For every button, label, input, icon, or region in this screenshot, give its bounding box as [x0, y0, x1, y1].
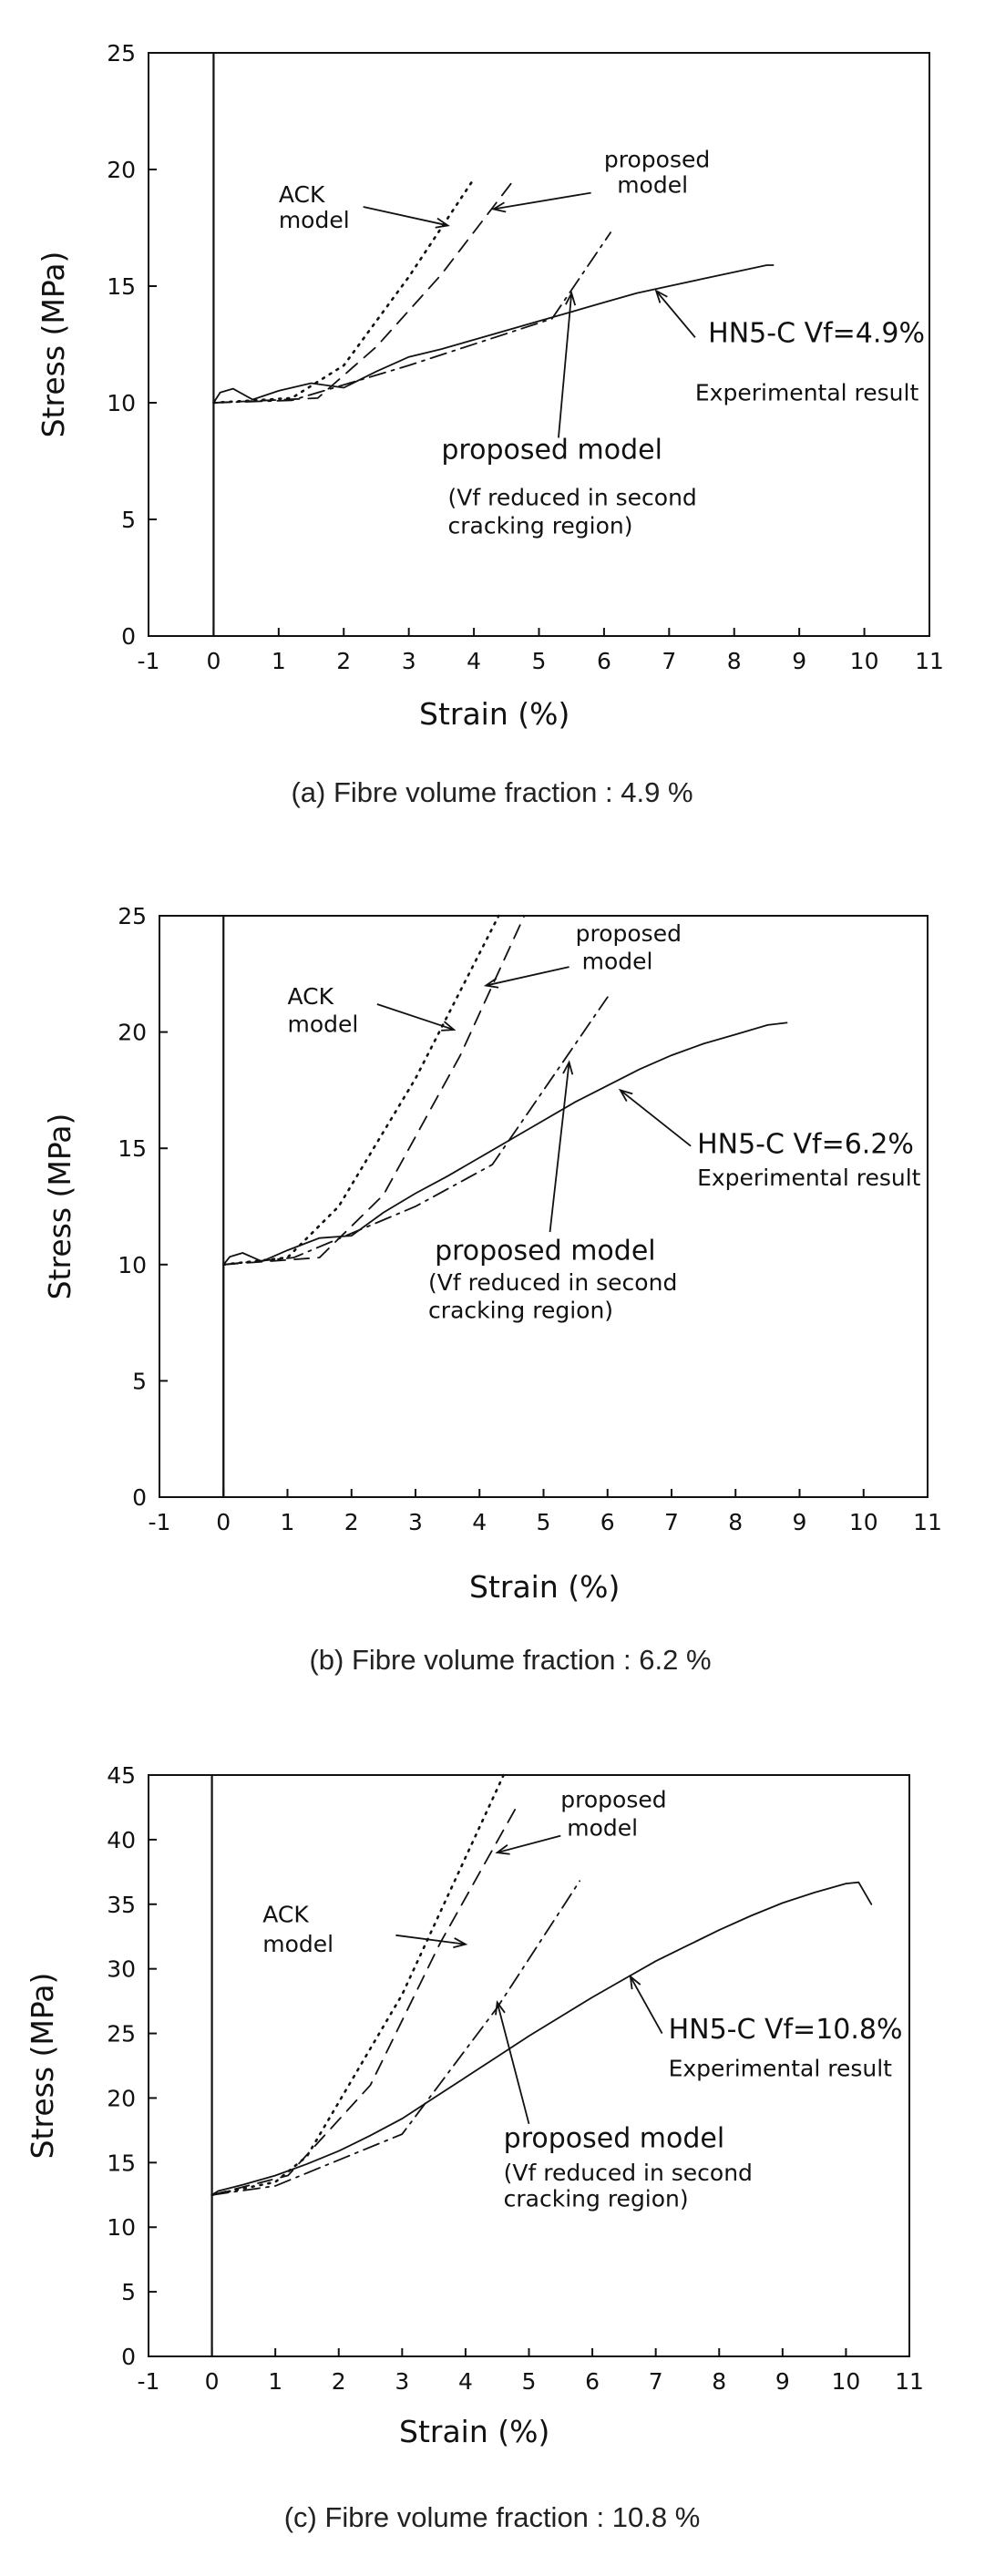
- x-tick-label: 1: [271, 648, 286, 674]
- y-axis-label: Stress (MPa): [42, 1113, 77, 1300]
- y-tick-label: 30: [107, 1955, 136, 1983]
- x-tick-label: 0: [206, 648, 221, 674]
- annotation-label: model: [278, 207, 350, 233]
- x-tick-label: 7: [664, 1509, 679, 1535]
- x-tick-label: 11: [915, 648, 944, 674]
- y-tick-label: 0: [121, 623, 136, 650]
- x-tick-label: 9: [792, 1509, 807, 1535]
- x-tick-label: 0: [216, 1509, 231, 1535]
- y-tick-label: 15: [107, 2150, 136, 2177]
- annotation-label: proposed model: [441, 434, 662, 467]
- y-tick-label: 20: [107, 2085, 136, 2112]
- y-tick-label: 45: [107, 1762, 136, 1789]
- x-tick-label: 11: [895, 2368, 924, 2395]
- x-tick-label: 8: [728, 1509, 744, 1535]
- annotation-label: HN5-C Vf=4.9%: [708, 317, 926, 350]
- y-tick-label: 10: [107, 2214, 136, 2242]
- y-tick-label: 35: [107, 1891, 136, 1918]
- figure-caption: (b) Fibre volume fraction : 6.2 %: [309, 1644, 712, 1676]
- x-tick-label: 4: [472, 1509, 487, 1535]
- annotation-label: Experimental result: [694, 379, 919, 406]
- x-tick-label: 10: [831, 2368, 861, 2395]
- x-tick-label: 10: [849, 648, 879, 674]
- x-tick-label: 3: [395, 2368, 410, 2395]
- x-tick-label: 9: [775, 2368, 790, 2395]
- annotation-label: cracking region): [503, 2185, 689, 2212]
- annotation-label: Experimental result: [697, 1165, 921, 1192]
- y-tick-label: 25: [107, 40, 136, 67]
- y-tick-label: 20: [107, 157, 136, 183]
- annotation-label: ACK: [262, 1901, 309, 1928]
- annotation-label: model: [287, 1011, 359, 1038]
- x-tick-label: 5: [536, 1509, 551, 1535]
- x-tick-label: 8: [726, 648, 742, 674]
- y-tick-label: 15: [118, 1135, 147, 1163]
- annotation-label: proposed model: [503, 2122, 725, 2155]
- y-tick-label: 0: [121, 2344, 136, 2370]
- x-tick-label: 5: [521, 2368, 537, 2395]
- x-tick-label: -1: [137, 648, 160, 674]
- annotation-label: ACK: [287, 982, 334, 1010]
- annotation-label: model: [617, 171, 689, 199]
- x-axis-label: Strain (%): [399, 2414, 550, 2449]
- x-tick-label: 8: [712, 2368, 727, 2395]
- annotation-label: model: [262, 1931, 334, 1958]
- x-tick-label: 6: [600, 1509, 615, 1535]
- x-tick-label: 4: [467, 648, 482, 674]
- y-tick-label: 5: [121, 2279, 136, 2306]
- annotation-label: (Vf reduced in second: [503, 2160, 753, 2187]
- annotation-label: proposed: [603, 146, 711, 173]
- x-tick-label: 3: [401, 648, 416, 674]
- figure-caption: (c) Fibre volume fraction : 10.8 %: [283, 2501, 701, 2533]
- y-tick-label: 25: [118, 903, 147, 929]
- annotation-label: proposed model: [435, 1235, 656, 1267]
- y-tick-label: 10: [107, 390, 136, 416]
- annotation-label: proposed: [575, 920, 682, 948]
- x-tick-label: 7: [662, 648, 677, 674]
- x-axis-label: Strain (%): [419, 696, 570, 732]
- x-tick-label: -1: [148, 1509, 171, 1535]
- y-tick-label: 5: [121, 507, 136, 533]
- x-tick-label: 2: [331, 2368, 346, 2395]
- y-axis-label: Stress (MPa): [25, 1972, 60, 2160]
- x-tick-label: 1: [280, 1509, 295, 1535]
- x-tick-label: 0: [204, 2368, 220, 2395]
- x-tick-label: -1: [137, 2368, 160, 2395]
- y-tick-label: 5: [132, 1368, 147, 1395]
- annotation-label: cracking region): [447, 512, 633, 539]
- x-tick-label: 2: [336, 648, 352, 674]
- x-tick-label: 6: [596, 648, 611, 674]
- x-tick-label: 1: [268, 2368, 283, 2395]
- annotation-label: (Vf reduced in second: [428, 1268, 678, 1296]
- annotation-label: proposed: [560, 1786, 667, 1813]
- x-tick-label: 6: [585, 2368, 600, 2395]
- annotation-label: ACK: [278, 180, 325, 208]
- x-tick-label: 2: [344, 1509, 359, 1535]
- annotation-label: Experimental result: [668, 2055, 892, 2082]
- annotation-label: model: [567, 1814, 639, 1842]
- annotation-label: model: [581, 948, 653, 975]
- x-axis-label: Strain (%): [469, 1569, 621, 1605]
- y-tick-label: 15: [107, 273, 136, 300]
- x-tick-label: 3: [408, 1509, 423, 1535]
- y-tick-label: 25: [107, 2020, 136, 2047]
- annotation-label: cracking region): [428, 1297, 614, 1324]
- annotation-label: HN5-C Vf=6.2%: [697, 1128, 914, 1161]
- y-axis-label: Stress (MPa): [36, 251, 71, 438]
- x-tick-label: 11: [913, 1509, 942, 1535]
- x-tick-label: 10: [848, 1509, 878, 1535]
- x-tick-label: 4: [457, 2368, 473, 2395]
- x-tick-label: 9: [792, 648, 807, 674]
- y-tick-label: 10: [118, 1251, 147, 1278]
- annotation-label: HN5-C Vf=10.8%: [668, 2014, 903, 2047]
- figure-caption: (a) Fibre volume fraction : 4.9 %: [291, 776, 693, 808]
- x-tick-label: 7: [648, 2368, 663, 2395]
- y-tick-label: 0: [132, 1484, 147, 1511]
- y-tick-label: 20: [118, 1019, 147, 1046]
- annotation-label: (Vf reduced in second: [447, 484, 697, 511]
- y-tick-label: 40: [107, 1826, 136, 1853]
- x-tick-label: 5: [531, 648, 547, 674]
